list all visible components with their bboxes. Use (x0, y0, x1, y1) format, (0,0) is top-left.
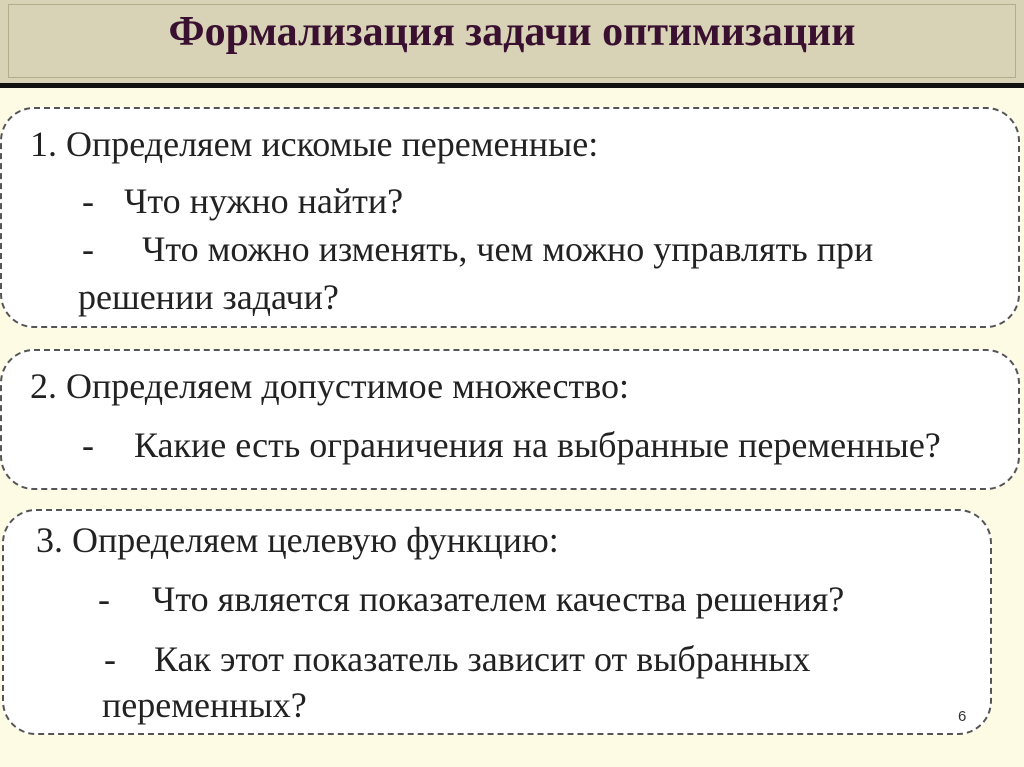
section-3-item-1-text: Что является показателем качества решения? (152, 579, 845, 619)
section-1-item-2-continuation: решении задачи? (78, 277, 339, 317)
section-2-card (0, 349, 1020, 490)
section-3-heading: 3. Определяем целевую функцию: (36, 520, 559, 560)
section-2-item-1-text: Какие есть ограничения на выбранные переменные? (134, 425, 941, 465)
section-1-item-2-text: Что можно изменять, чем можно управлять при (142, 229, 874, 269)
section-2-item-1 (82, 423, 941, 467)
bullet-dash: - (98, 579, 110, 619)
section-3-item-1 (98, 577, 844, 621)
slide-title: Формализация задачи оптимизации (168, 9, 856, 55)
bullet-dash: - (82, 229, 94, 269)
section-1-item-1-text: Что нужно найти? (124, 181, 404, 221)
section-3-item-2-text: Как этот показатель зависит от выбранных (154, 639, 811, 679)
bullet-dash: - (82, 425, 94, 465)
section-3-item-2 (104, 637, 810, 681)
section-1-heading: 1. Определяем искомые переменные: (30, 124, 599, 164)
bullet-dash: - (82, 181, 94, 221)
section-1-item-1 (82, 179, 403, 223)
bullet-dash: - (104, 639, 116, 679)
section-2-heading: 2. Определяем допустимое множество: (30, 366, 629, 406)
section-3-item-2-continuation: переменных? (102, 685, 307, 725)
section-1-card (0, 107, 1020, 328)
page-number: 6 (958, 708, 967, 725)
section-1-item-2 (82, 227, 873, 271)
section-3-card (2, 509, 992, 735)
